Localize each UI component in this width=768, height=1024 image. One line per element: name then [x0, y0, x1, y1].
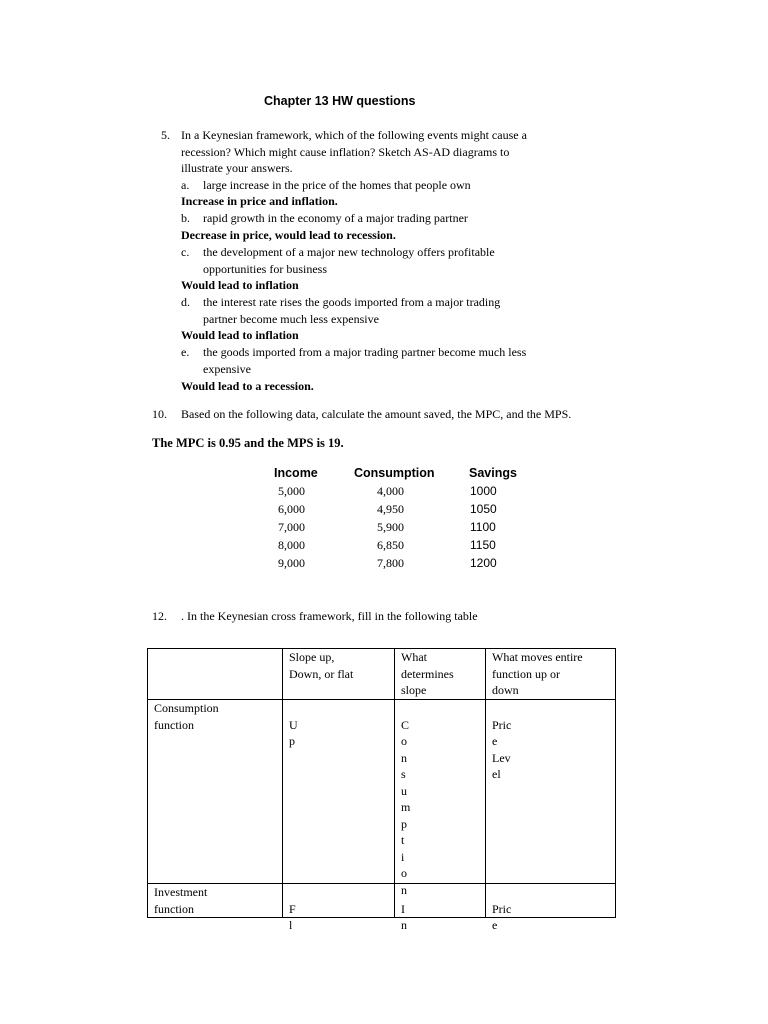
item-letter: a. — [181, 178, 190, 192]
item-text: expensive — [203, 362, 251, 376]
item-answer: Would lead to a recession. — [181, 379, 314, 393]
table-cell: 1100 — [470, 520, 496, 534]
question-number: 10. — [152, 407, 167, 421]
table-cell: 7,800 — [377, 556, 404, 570]
question-prompt: . In the Keynesian cross framework, fill in the following table — [181, 609, 478, 623]
moves-cell: Pric e Lev el — [492, 717, 512, 781]
table-cell: 1150 — [470, 538, 496, 552]
question-number: 5. — [161, 128, 170, 142]
table-cell: 6,000 — [278, 502, 305, 516]
item-letter: e. — [181, 345, 190, 359]
table-cell: 6,850 — [377, 538, 404, 552]
column-header: Consumption — [354, 466, 435, 480]
item-text: the development of a major new technology offers profitable — [203, 245, 495, 259]
item-answer: Would lead to inflation — [181, 328, 299, 342]
item-text: the interest rate rises the goods imported from a major trading — [203, 295, 501, 309]
table-border — [147, 648, 148, 918]
item-text: partner become much less expensive — [203, 312, 379, 326]
item-answer: Decrease in price, would lead to recession. — [181, 228, 396, 242]
table-cell: 1050 — [470, 502, 497, 516]
item-answer: Would lead to inflation — [181, 278, 299, 292]
table-border — [394, 648, 395, 918]
table-border — [615, 648, 616, 918]
item-text: rapid growth in the economy of a major trading partner — [203, 211, 468, 225]
slope-cell: U p — [289, 717, 298, 748]
question-prompt-line: recession? Which might cause inflation? Sketch AS-AD diagrams to — [181, 145, 510, 159]
item-text: large increase in the price of the homes that people own — [203, 178, 471, 192]
column-header: Slope up, Down, or flat — [289, 650, 354, 681]
table-cell: 4,950 — [377, 502, 404, 516]
table-cell: 1000 — [470, 484, 497, 498]
table-border — [147, 917, 616, 918]
slope-cell: F l — [289, 901, 296, 932]
question-answer: The MPC is 0.95 and the MPS is 19. — [152, 436, 344, 450]
table-cell: 8,000 — [278, 538, 305, 552]
keynesian-cross-table — [147, 648, 616, 932]
question-prompt-line: illustrate your answers. — [181, 161, 293, 175]
table-cell: 4,000 — [377, 484, 404, 498]
item-answer: Increase in price and inflation. — [181, 194, 338, 208]
table-border — [485, 648, 486, 918]
column-header: What determines slope — [401, 650, 454, 697]
column-header: What moves entire function up or down — [492, 650, 583, 697]
table-cell: 7,000 — [278, 520, 305, 534]
column-header: Savings — [469, 466, 517, 480]
column-header: Income — [274, 466, 318, 480]
determines-cell: I n — [401, 901, 407, 932]
row-label: Consumption function — [154, 701, 219, 732]
table-cell: 1200 — [470, 556, 497, 570]
item-letter: b. — [181, 211, 190, 225]
item-letter: d. — [181, 295, 190, 309]
table-cell: 5,900 — [377, 520, 404, 534]
page-title: Chapter 13 HW questions — [264, 94, 416, 108]
determines-cell: C o n s u m p t i o n — [401, 717, 411, 897]
table-cell: 5,000 — [278, 484, 305, 498]
question-number: 12. — [152, 609, 167, 623]
question-prompt-line: In a Keynesian framework, which of the following events might cause a — [181, 128, 527, 142]
table-cell: 9,000 — [278, 556, 305, 570]
row-label: Investment function — [154, 885, 208, 916]
table-border — [147, 883, 616, 884]
question-prompt: Based on the following data, calculate the amount saved, the MPC, and the MPS. — [181, 407, 572, 421]
moves-cell: Pric e — [492, 901, 512, 932]
item-text: opportunities for business — [203, 262, 327, 276]
item-letter: c. — [181, 245, 190, 259]
item-text: the goods imported from a major trading partner become much less — [203, 345, 527, 359]
table-border — [282, 648, 283, 918]
